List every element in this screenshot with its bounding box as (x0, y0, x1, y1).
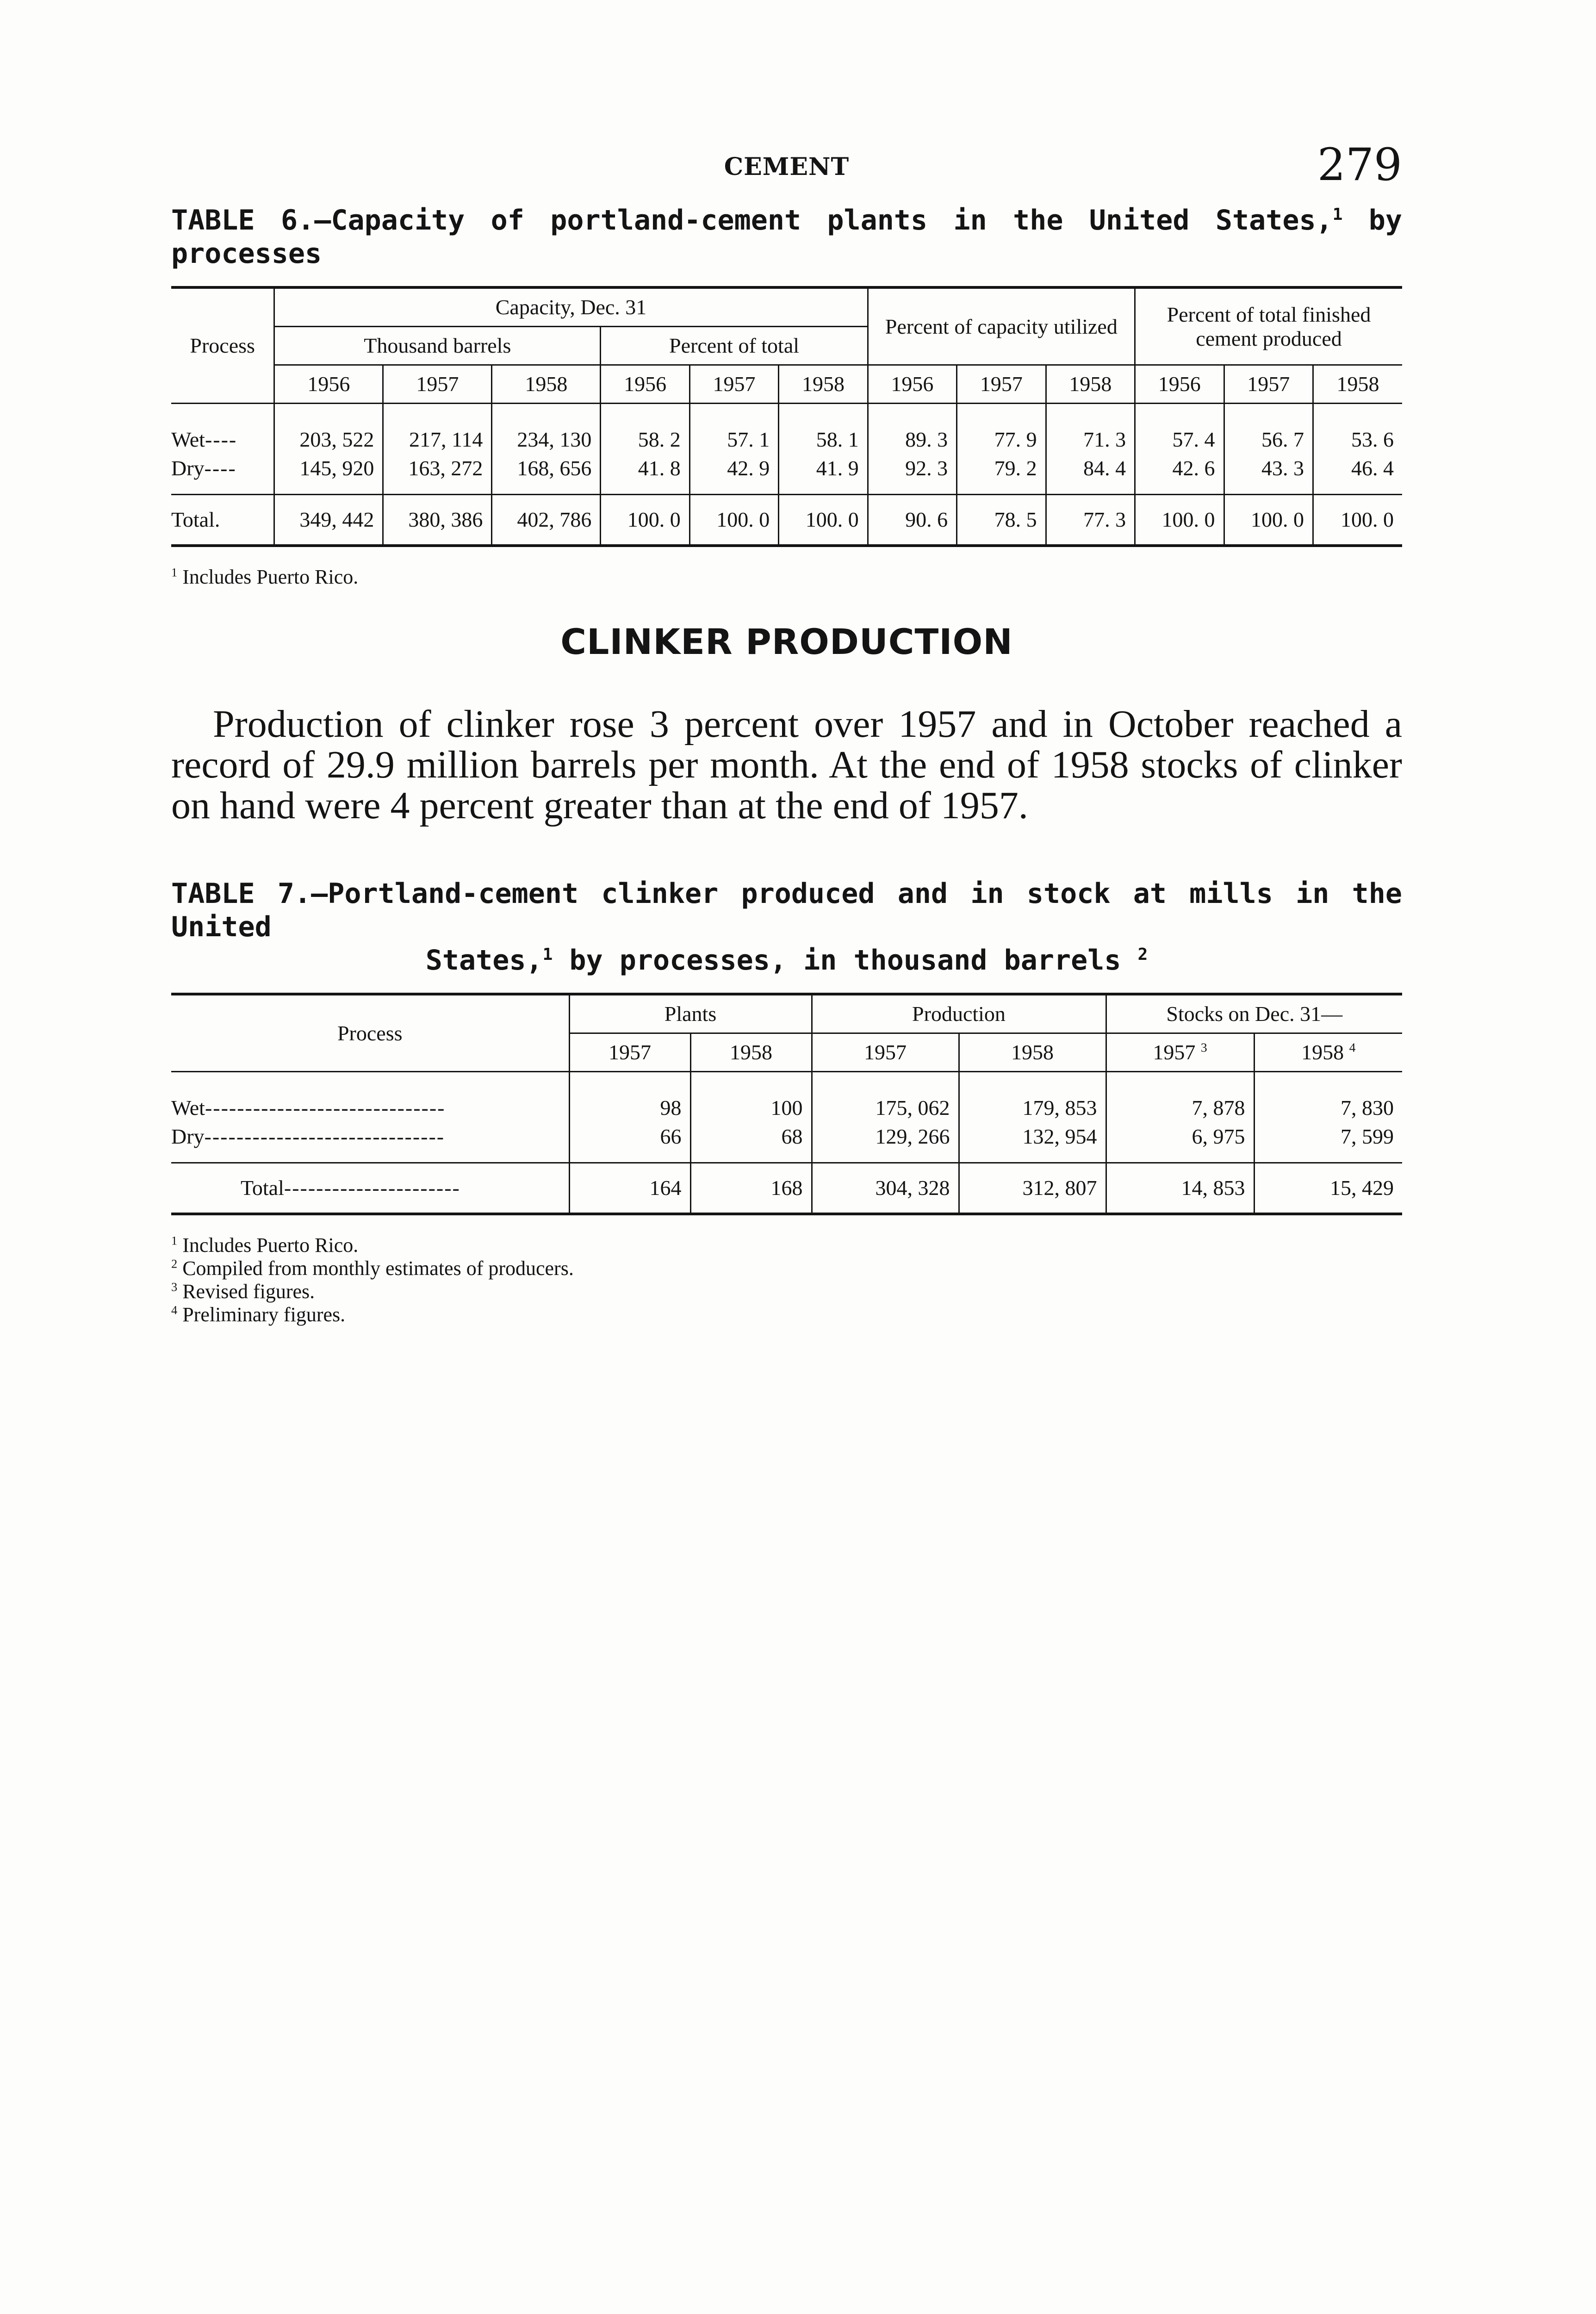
table7-footnotes (171, 1234, 1402, 1326)
table6-header-capacity: Capacity, Dec. 31 (274, 287, 868, 327)
table6-header-percent-capacity: Percent of capacity utilized (868, 287, 1135, 365)
table-cell: 58. 1 (779, 404, 868, 454)
table6-header-process: Process (171, 287, 274, 404)
table6 (171, 286, 1402, 547)
footnote (171, 566, 1402, 589)
process-name: Total (241, 1176, 284, 1200)
table-cell: 312, 807 (959, 1163, 1106, 1214)
table-cell: 349, 442 (274, 495, 383, 546)
table-cell: 98 (569, 1072, 690, 1123)
footnote-marker: 3 (171, 1280, 178, 1294)
footnote-text: Revised figures. (182, 1280, 315, 1303)
table-cell: 15, 429 (1254, 1163, 1402, 1214)
table-cell: 179, 853 (959, 1072, 1106, 1123)
table6-header-percent-finished: Percent of total finished cement produced (1135, 287, 1402, 365)
leader-dots: ---- (205, 428, 237, 451)
table-cell: 168 (690, 1163, 812, 1214)
footnote (171, 1280, 1402, 1303)
year-header: 1958 (1046, 365, 1135, 404)
table-cell: 92. 3 (868, 454, 956, 495)
year-text: 1958 (1301, 1040, 1344, 1064)
table-cell: 145, 920 (274, 454, 383, 495)
table6-year-row (171, 365, 1402, 404)
table7-header-stocks: Stocks on Dec. 31— (1106, 994, 1402, 1033)
footnote-text: Includes Puerto Rico. (182, 1234, 359, 1257)
leader-dots: ------------------------------ (204, 1125, 445, 1148)
footnote-marker: 2 (1137, 945, 1148, 964)
table7-caption-line1: TABLE 7.—Portland-cement clinker produced and in stock at mills in the United (171, 877, 1402, 943)
table6-footnotes (171, 566, 1402, 589)
table-cell: 41. 9 (779, 454, 868, 495)
row-label (171, 1072, 569, 1123)
table-cell: 43. 3 (1224, 454, 1313, 495)
table-cell: 100. 0 (601, 495, 689, 546)
table-cell: 129, 266 (812, 1122, 959, 1163)
table6-caption-text: TABLE 6.—Capacity of portland-cement plants in the United States, (171, 204, 1333, 236)
leader-dots: . (214, 508, 221, 531)
table7 (171, 993, 1402, 1215)
table-cell: 100 (690, 1072, 812, 1123)
total-row (171, 1163, 1402, 1214)
process-name: Dry (171, 456, 205, 480)
footnote-marker: 2 (171, 1257, 178, 1271)
year-header: 1957 (569, 1033, 690, 1072)
table7-header-plants: Plants (569, 994, 812, 1033)
year-header: 1957 (957, 365, 1046, 404)
table6-caption-tail: by processes (171, 204, 1403, 270)
table-cell: 42. 6 (1135, 454, 1224, 495)
year-header: 1957 (812, 1033, 959, 1072)
table7-caption (171, 877, 1402, 977)
table-cell: 402, 786 (492, 495, 601, 546)
year-header: 1956 (868, 365, 956, 404)
year-header: 1958 (690, 1033, 812, 1072)
table-cell: 217, 114 (383, 404, 492, 454)
document-page (171, 139, 1402, 1326)
table-cell: 163, 272 (383, 454, 492, 495)
table-cell: 132, 954 (959, 1122, 1106, 1163)
table-cell: 14, 853 (1106, 1163, 1254, 1214)
table6-caption (171, 204, 1402, 270)
row-label (171, 454, 274, 495)
table-cell: 77. 9 (957, 404, 1046, 454)
table-row (171, 404, 1402, 454)
table-row (171, 454, 1402, 495)
table-cell: 90. 6 (868, 495, 956, 546)
caption-text: by processes, in thousand barrels (553, 944, 1121, 977)
section-heading: CLINKER PRODUCTION (560, 621, 1013, 662)
table-cell: 100. 0 (779, 495, 868, 546)
table6-header-thousand-barrels: Thousand barrels (274, 327, 601, 365)
year-header: 1956 (1135, 365, 1224, 404)
row-label (171, 1122, 569, 1163)
table6-header-percent-total: Percent of total (601, 327, 868, 365)
running-head (171, 139, 1402, 194)
table-cell: 66 (569, 1122, 690, 1163)
table-cell: 84. 4 (1046, 454, 1135, 495)
table-cell: 56. 7 (1224, 404, 1313, 454)
process-name: Dry (171, 1125, 205, 1148)
process-name: Total (171, 508, 215, 531)
body-paragraph: Production of clinker rose 3 percent over 1957 and in October reached a record of 29.9 million barrels per month. At the end of 1958 stocks of clinker on hand were 4 percent greater than at the end of 1957. (171, 703, 1402, 827)
running-title: CEMENT (724, 153, 850, 181)
table-cell: 78. 5 (957, 495, 1046, 546)
footnote (171, 1257, 1402, 1280)
table-cell: 77. 3 (1046, 495, 1135, 546)
footnote-marker: 1 (542, 945, 553, 964)
year-text: 1957 (1153, 1040, 1196, 1064)
table-cell: 100. 0 (689, 495, 778, 546)
table-cell: 6, 975 (1106, 1122, 1254, 1163)
table-cell: 168, 656 (492, 454, 601, 495)
year-header: 1958 (492, 365, 601, 404)
table-cell: 164 (569, 1163, 690, 1214)
table7-header-production: Production (812, 994, 1106, 1033)
year-header: 1958 (779, 365, 868, 404)
footnote (171, 1303, 1402, 1326)
process-name: Wet (171, 428, 205, 451)
table-cell: 7, 830 (1254, 1072, 1402, 1123)
footnote-text: Compiled from monthly estimates of producers. (182, 1257, 574, 1280)
table-cell: 100. 0 (1135, 495, 1224, 546)
leader-dots: ---------------------- (284, 1176, 460, 1200)
year-header: 1957 (1224, 365, 1313, 404)
table-cell: 58. 2 (601, 404, 689, 454)
row-label (171, 404, 274, 454)
year-header (1106, 1033, 1254, 1072)
table-cell: 89. 3 (868, 404, 956, 454)
table-cell: 41. 8 (601, 454, 689, 495)
table-cell: 203, 522 (274, 404, 383, 454)
table7-caption-line2 (171, 944, 1402, 977)
page-number: 279 (1317, 139, 1402, 191)
footnote-marker: 1 (1332, 205, 1343, 224)
table-cell: 100. 0 (1224, 495, 1313, 546)
table7-header-process: Process (171, 994, 569, 1072)
table-cell: 7, 878 (1106, 1072, 1254, 1123)
year-header: 1956 (601, 365, 689, 404)
footnote-text: Includes Puerto Rico. (182, 566, 359, 588)
total-row (171, 495, 1402, 546)
table-cell: 42. 9 (689, 454, 778, 495)
table-cell: 57. 1 (689, 404, 778, 454)
leader-dots: ------------------------------ (205, 1096, 446, 1120)
year-header: 1958 (1313, 365, 1402, 404)
leader-dots: ---- (204, 456, 236, 480)
table-cell: 7, 599 (1254, 1122, 1402, 1163)
footnote-marker: 1 (171, 565, 178, 579)
footnote (171, 1234, 1402, 1257)
footnote-marker: 4 (171, 1303, 178, 1317)
year-header: 1957 (689, 365, 778, 404)
footnote-marker: 3 (1200, 1040, 1207, 1055)
table-cell: 304, 328 (812, 1163, 959, 1214)
table-cell: 57. 4 (1135, 404, 1224, 454)
table-cell: 46. 4 (1313, 454, 1402, 495)
row-label (171, 1163, 569, 1214)
process-name: Wet (171, 1096, 205, 1120)
table-cell: 71. 3 (1046, 404, 1135, 454)
year-header (1254, 1033, 1402, 1072)
table-cell: 79. 2 (957, 454, 1046, 495)
year-header: 1958 (959, 1033, 1106, 1072)
row-label (171, 495, 274, 546)
caption-text: States, (425, 944, 543, 977)
table-cell: 380, 386 (383, 495, 492, 546)
table-cell: 53. 6 (1313, 404, 1402, 454)
table-row (171, 1072, 1402, 1123)
table-cell: 100. 0 (1313, 495, 1402, 546)
footnote-text: Preliminary figures. (182, 1303, 346, 1326)
table-row (171, 1122, 1402, 1163)
footnote-marker: 1 (171, 1233, 178, 1248)
year-header: 1956 (274, 365, 383, 404)
table-cell: 234, 130 (492, 404, 601, 454)
table-cell: 68 (690, 1122, 812, 1163)
year-header: 1957 (383, 365, 492, 404)
footnote-marker: 4 (1349, 1040, 1356, 1055)
table-cell: 175, 062 (812, 1072, 959, 1123)
